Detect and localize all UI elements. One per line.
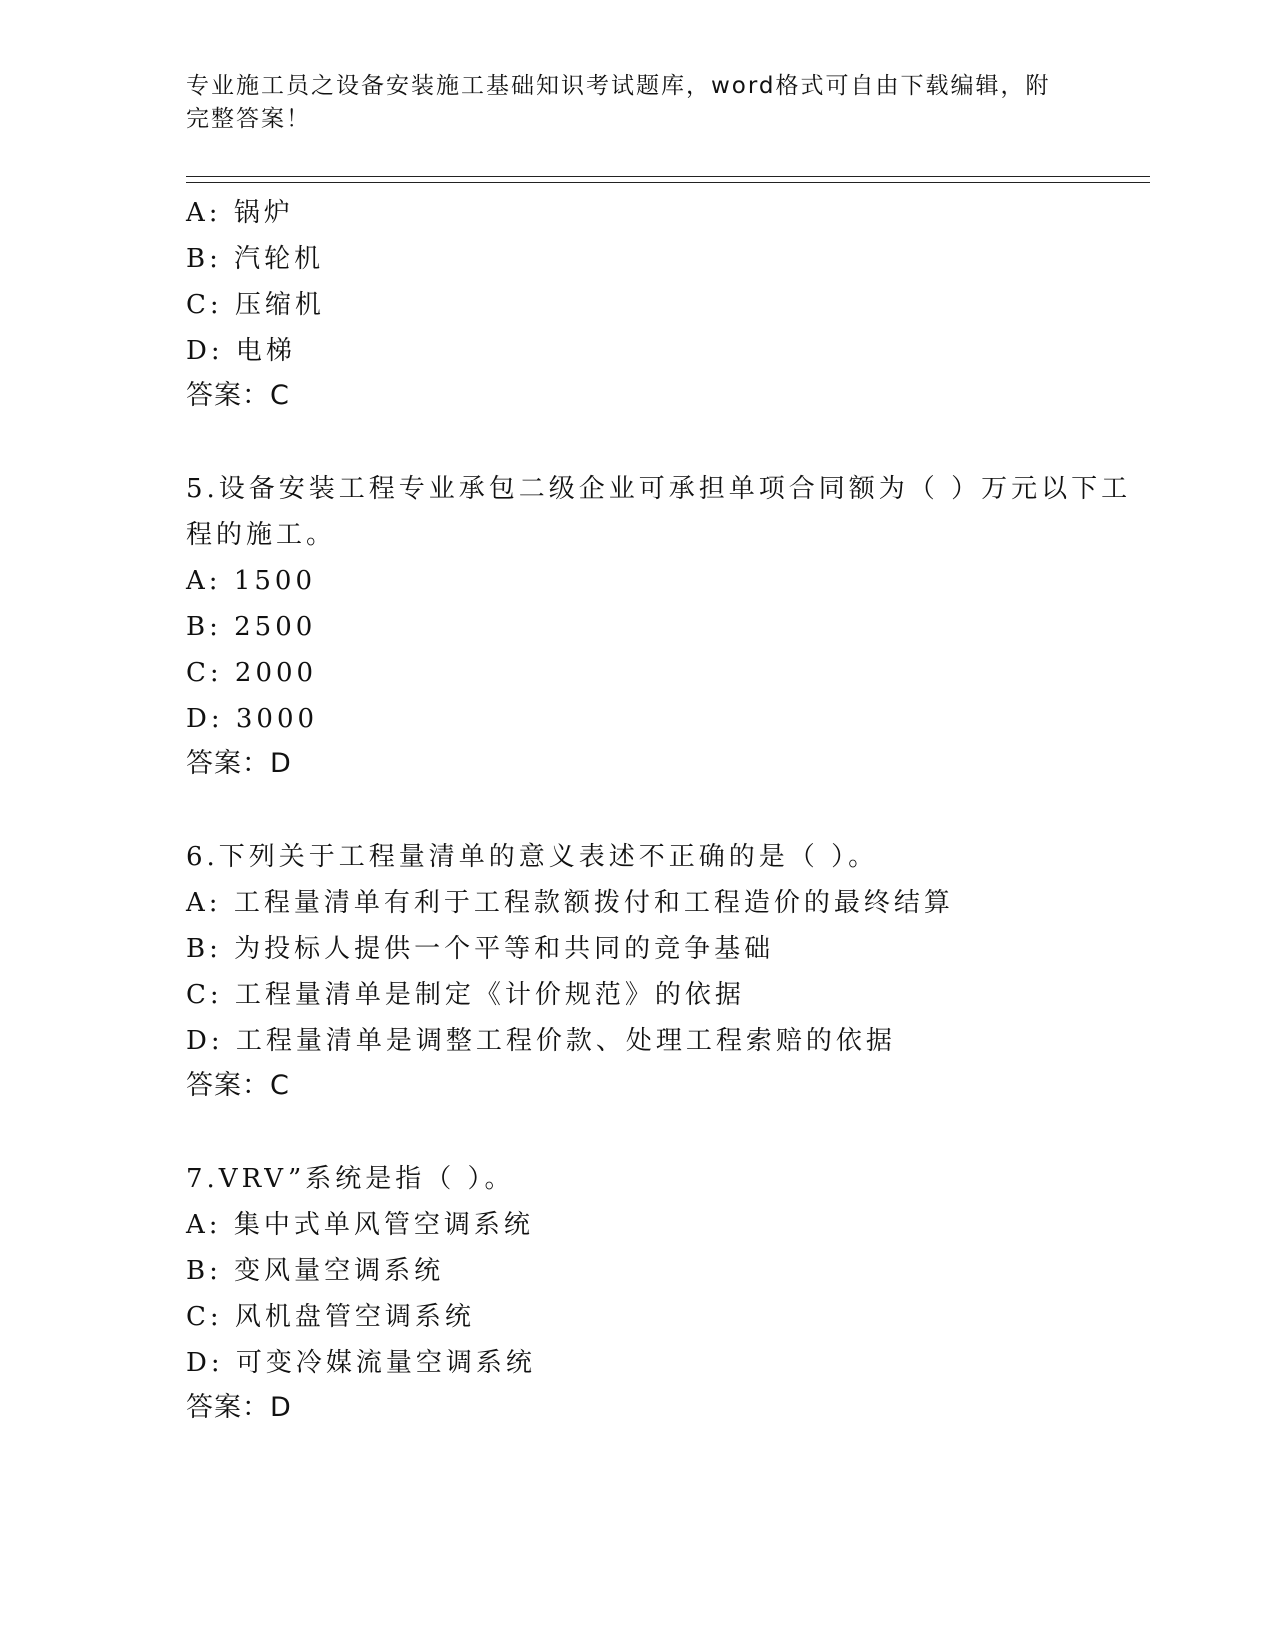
option-text: 3000 <box>235 704 319 734</box>
header-divider-top <box>186 176 1150 177</box>
option-label: D: <box>186 1348 224 1378</box>
option-text: 压缩机 <box>234 290 325 320</box>
header-divider-bottom <box>186 182 1150 183</box>
question-block-7 <box>186 1156 1146 1430</box>
option-b <box>186 604 1146 650</box>
option-text: 集中式单风管空调系统 <box>233 1210 534 1240</box>
question-stem: 5.设备安装工程专业承包二级企业可承担单项合同额为（ ）万元以下工程的施工。 <box>186 474 1132 550</box>
option-c <box>186 282 1146 328</box>
option-label: D: <box>186 1026 224 1056</box>
option-text: 风机盘管空调系统 <box>234 1302 475 1332</box>
option-text: 2500 <box>234 612 317 642</box>
option-a <box>186 1202 1146 1248</box>
option-label: C: <box>186 290 223 320</box>
question-stem: 6.下列关于工程量清单的意义表述不正确的是（ ）。 <box>186 842 879 872</box>
answer-line: 答案：D <box>186 748 292 779</box>
option-text: 工程量清单是制定《计价规范》的依据 <box>234 980 745 1010</box>
option-label: B: <box>186 934 222 964</box>
option-text: 可变冷媒流量空调系统 <box>235 1348 536 1378</box>
option-text: 电梯 <box>235 336 296 366</box>
option-label: C: <box>186 980 223 1010</box>
option-label: C: <box>186 1302 223 1332</box>
option-label: C: <box>186 658 223 688</box>
option-label: A: <box>186 198 222 228</box>
question-block-6 <box>186 834 1146 1108</box>
question-block-5 <box>186 466 1146 786</box>
option-label: B: <box>186 1256 222 1286</box>
option-text: 汽轮机 <box>234 244 325 274</box>
option-label: A: <box>186 566 222 596</box>
option-a <box>186 190 1146 236</box>
question-block-partial <box>186 190 1146 418</box>
option-label: D: <box>186 704 224 734</box>
option-b <box>186 1248 1146 1294</box>
option-label: B: <box>186 612 222 642</box>
answer-line: 答案：D <box>186 1392 292 1423</box>
option-d <box>186 1340 1146 1386</box>
option-label: A: <box>186 888 222 918</box>
option-c <box>186 1294 1146 1340</box>
option-text: 锅炉 <box>233 198 294 228</box>
option-d <box>186 696 1146 742</box>
document-header: 专业施工员之设备安装施工基础知识考试题库，word格式可自由下载编辑，附完整答案！ <box>186 73 1051 132</box>
option-d <box>186 328 1146 374</box>
option-text: 变风量空调系统 <box>234 1256 445 1286</box>
answer-line: 答案：C <box>186 380 290 411</box>
answer-line: 答案：C <box>186 1070 290 1101</box>
option-text: 为投标人提供一个平等和共同的竞争基础 <box>234 934 775 964</box>
option-a <box>186 880 1146 926</box>
option-text: 工程量清单是调整工程价款、处理工程索赔的依据 <box>235 1026 896 1056</box>
question-list <box>186 190 1146 1430</box>
option-d <box>186 1018 1146 1064</box>
option-label: B: <box>186 244 222 274</box>
option-label: A: <box>186 1210 222 1240</box>
option-label: D: <box>186 336 224 366</box>
option-text: 2000 <box>234 658 318 688</box>
option-c <box>186 972 1146 1018</box>
option-b <box>186 926 1146 972</box>
option-text: 工程量清单有利于工程款额拨付和工程造价的最终结算 <box>233 888 954 918</box>
question-stem: 7.VRV”系统是指（ ）。 <box>186 1164 515 1194</box>
option-a <box>186 558 1146 604</box>
option-c <box>186 650 1146 696</box>
option-b <box>186 236 1146 282</box>
option-text: 1500 <box>233 566 316 596</box>
